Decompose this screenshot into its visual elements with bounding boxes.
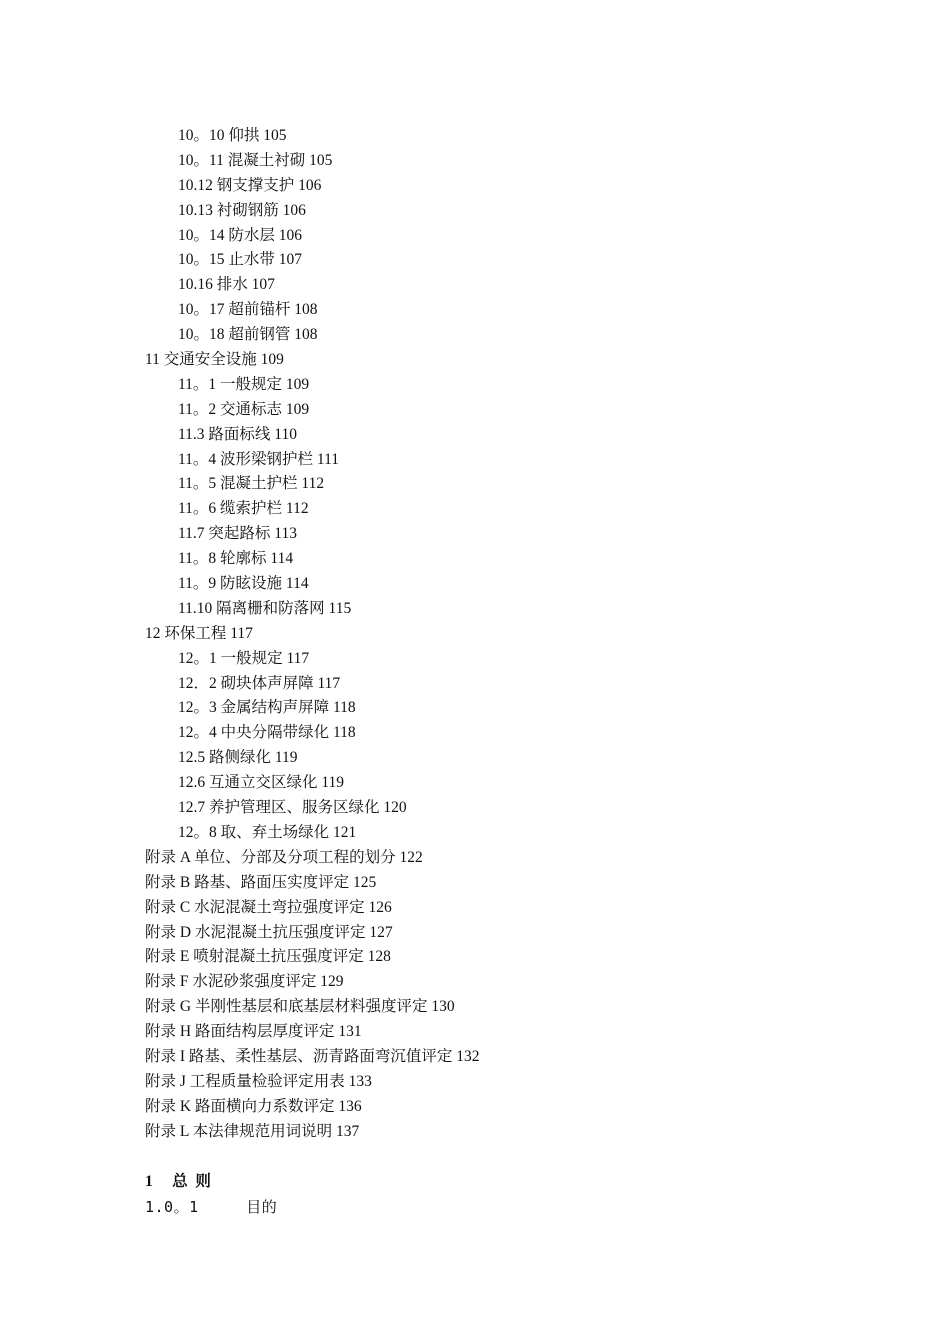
- toc-entry: 10。14 防水层 106: [178, 226, 303, 244]
- toc-entry: 10。17 超前锚杆 108: [178, 301, 318, 319]
- toc-entry: 12。3 金属结构声屏障 118: [178, 699, 356, 717]
- toc-entry: 10.13 衬砌钢筋 106: [178, 201, 306, 219]
- toc-entry: 12.7 养护管理区、服务区绿化 120: [178, 799, 407, 817]
- toc-entry: 11 交通安全设施 109: [145, 351, 284, 369]
- toc-entry: 10。11 混凝土衬砌 105: [178, 151, 333, 169]
- toc-entry: 10.16 排水 107: [178, 276, 275, 294]
- toc-entry: 附录 K 路面横向力系数评定 136: [145, 1097, 362, 1115]
- toc-entry: 10。10 仰拱 105: [178, 127, 287, 144]
- toc-entry: 11。8 轮廓标 114: [178, 550, 294, 568]
- toc-entry: 11。1 一般规定 109: [178, 375, 310, 393]
- toc-entry: 11.3 路面标线 110: [178, 425, 297, 443]
- toc-entry: 12。1 一般规定 117: [178, 649, 310, 667]
- toc-entry: 11。5 混凝土护栏 112: [178, 475, 325, 493]
- toc-entry: 10。18 超前钢管 108: [178, 326, 318, 344]
- toc-entry: 12 环保工程 117: [145, 624, 253, 642]
- toc-entry: 10.12 钢支撑支护 106: [178, 176, 322, 194]
- toc-entry: 11。9 防眩设施 114: [178, 575, 309, 593]
- toc-entry: 附录 C 水泥混凝土弯拉强度评定 126: [145, 898, 392, 916]
- section-heading: 1 总 则: [145, 1173, 211, 1190]
- toc-entry: 附录 E 喷射混凝土抗压强度评定 128: [145, 948, 391, 966]
- toc-entry: 附录 G 半刚性基层和底基层材料强度评定 130: [145, 998, 455, 1016]
- toc-entry: 12．2 砌块体声屏障 117: [178, 674, 341, 692]
- toc-entry: 附录 B 路基、路面压实度评定 125: [145, 873, 377, 891]
- toc-entry: 12。8 取、弃土场绿化 121: [178, 823, 357, 841]
- toc-entry: 附录 I 路基、柔性基层、沥青路面弯沉值评定 132: [145, 1047, 480, 1065]
- toc-entry: 11.10 隔离栅和防落网 115: [178, 599, 352, 617]
- toc-entry: 附录 L 本法律规范用词说明 137: [145, 1122, 360, 1140]
- table-of-contents: [145, 124, 845, 1145]
- toc-entry: 附录 H 路面结构层厚度评定 131: [145, 1023, 362, 1041]
- toc-entry: 12。4 中央分隔带绿化 118: [178, 724, 356, 742]
- toc-entry: 附录 J 工程质量检验评定用表 133: [145, 1072, 372, 1090]
- toc-entry: 11。4 波形梁钢护栏 111: [178, 450, 340, 468]
- toc-entry: 附录 A 单位、分部及分项工程的划分 122: [145, 848, 423, 866]
- toc-entry: 12.5 路侧绿化 119: [178, 749, 298, 767]
- subsection-heading: 1.0。1 目的: [145, 1198, 278, 1216]
- toc-entry: 11。6 缆索护栏 112: [178, 500, 309, 518]
- toc-entry: 附录 F 水泥砂浆强度评定 129: [145, 973, 344, 991]
- toc-entry: 12.6 互通立交区绿化 119: [178, 774, 345, 792]
- toc-entry: 10。15 止水带 107: [178, 251, 303, 269]
- toc-entry: 11。2 交通标志 109: [178, 400, 310, 418]
- toc-entry: 11.7 突起路标 113: [178, 525, 297, 543]
- toc-entry: 附录 D 水泥混凝土抗压强度评定 127: [145, 923, 393, 941]
